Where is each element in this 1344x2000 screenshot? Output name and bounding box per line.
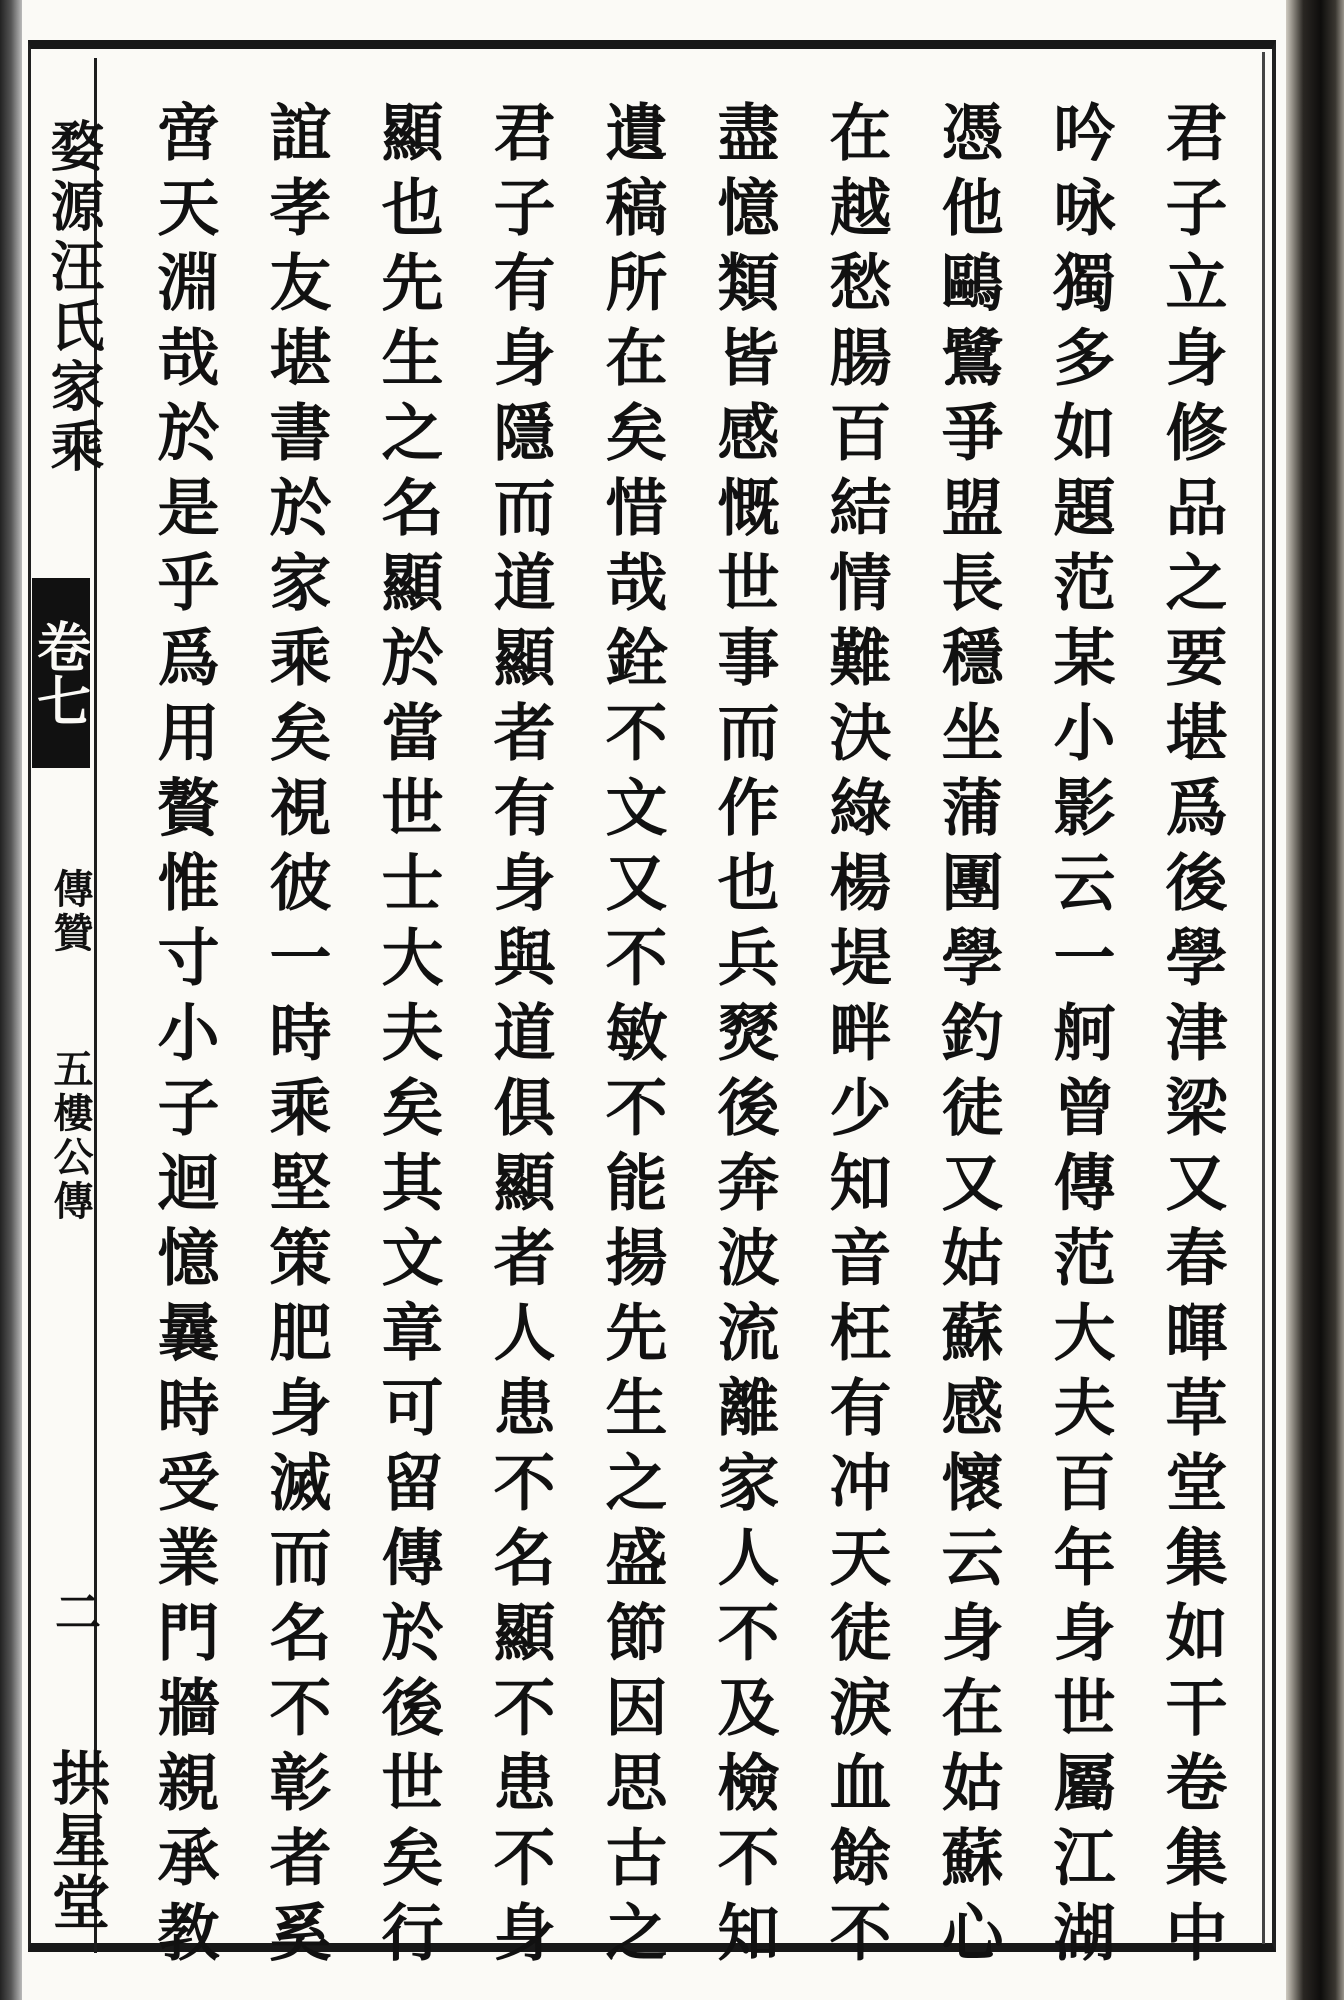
text-column-10: 啻天淵哉於是乎爲用贅惟寸小子迴憶曩時受業門牆親承教: [147, 100, 220, 1975]
text-column-2: 吟咏獨多如題范某小影云一舸曾傳范大夫百年身世屬江湖: [1043, 100, 1116, 1975]
text-column-3: 憑他鷗鷺爭盟長穩坐蒲團學釣徒又姑蘇感懷云身在姑蘇心: [931, 100, 1004, 1975]
text-column-1: 君子立身修品之要堪爲後學津梁又春暉草堂集如干卷集中: [1155, 100, 1228, 1975]
studio-name: 拱星堂: [42, 1748, 110, 1934]
text-column-6: 遺稿所在矣惜哉銓不文又不敏不能揚先生之盛節因思古之: [595, 100, 668, 1975]
book-title: 婺源汪氏家乘: [42, 118, 106, 478]
volume-label: 卷七: [32, 578, 90, 768]
book-spine-right: [1286, 0, 1344, 2000]
text-column-4: 在越愁腸百結情難決綠楊堤畔少知音枉有冲天徒淚血餘不: [819, 100, 892, 1975]
page-number: 二: [48, 1588, 102, 1634]
text-column-5: 盡憶類皆感慨世事而作也兵燹後奔波流離家人不及檢不知: [707, 100, 780, 1975]
text-column-7: 君子有身隱而道顯者有身與道俱顯者人患不名顯不患不身: [483, 100, 556, 1975]
section-label: 傳贊: [47, 868, 94, 956]
margin-column: [28, 58, 110, 1953]
article-title: 五樓公傳: [47, 1048, 94, 1224]
book-spine-left: [0, 0, 22, 2000]
text-column-8: 顯也先生之名顯於當世士大夫矣其文章可留傳於後世矣行: [371, 100, 444, 1975]
frame-inner-rule: [1262, 52, 1265, 1944]
text-column-9: 誼孝友堪書於家乘矣視彼一時乘堅策肥身滅而名不彰者奚: [259, 100, 332, 1975]
